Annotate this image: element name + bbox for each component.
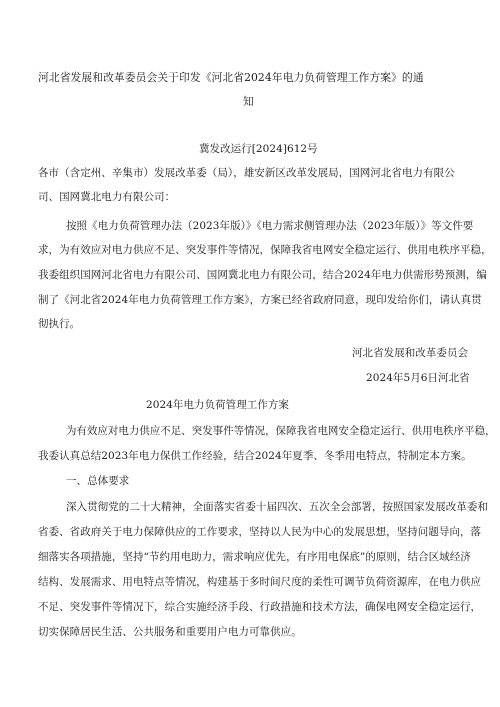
- plan-intro-line-2: 我委认真总结2023年电力保供工作经验，结合2024年夏季、冬季用电特点，特制定本方案。: [38, 450, 472, 462]
- recipients-line-1: 各市（含定州、辛集市）发展改革委（局），雄安新区改革发展局，国网河北省电力有限公: [38, 167, 455, 179]
- section-1-line-2: 省委、省政府关于电力保障供应的工作要求，坚持以人民为中心的发展思想，坚持问题导向，落: [38, 526, 482, 538]
- section-1-line-6: 切实保障居民生活、公共服务和重要用户电力可靠供应。: [38, 626, 302, 638]
- body-line-2: 求，为有效应对电力供应不足、突发事件等情况，保障我省电网安全稳定运行、供用电秩序平稳，: [38, 244, 492, 256]
- signature-date: 2024年5月6日河北省: [366, 372, 470, 384]
- plan-intro-line-1: 为有效应对电力供应不足、突发事件等情况，保障我省电网安全稳定运行、供用电秩序平稳，: [66, 425, 496, 437]
- section-1-line-3: 细落实各项措施，坚持“节约用电助力，需求响应优先，有序用电保底”的原则，结合区域经济: [38, 551, 471, 563]
- section-1-line-4: 结构、发展需求、用电特点等情况，构建基于多时间尺度的柔性可调节负荷资源库，在电力供应: [38, 576, 482, 588]
- body-line-3: 我委组织国网河北省电力有限公司、国网冀北电力有限公司，结合2024年电力供需形势预测，编: [38, 269, 487, 281]
- section-1-line-5: 不足、突发事件等情况下，综合实施经济手段、行政措施和技术方法，确保电网安全稳定运行，: [38, 601, 482, 613]
- plan-title: 2024年电力负荷管理工作方案: [146, 399, 289, 411]
- section-1-heading: 一、总体要求: [66, 475, 130, 487]
- section-1-line-1: 深入贯彻党的二十大精神，全面落实省委十届四次、五次全会部署，按照国家发展改革委和: [66, 501, 488, 513]
- signature-organization: 河北省发展和改革委员会: [352, 347, 469, 359]
- recipients-line-2: 司、国网冀北电力有限公司：: [38, 191, 176, 203]
- body-line-4: 制了《河北省2024年电力负荷管理工作方案》，方案已经省政府同意，现印发给你们，请认真贯: [38, 294, 482, 306]
- title-line-1: 河北省发展和改革委员会关于印发《河北省2024年电力负荷管理工作方案》的通: [38, 71, 424, 84]
- document-number: 冀发改运行[2024]612号: [199, 143, 318, 155]
- title-line-2: 知: [243, 95, 254, 108]
- body-line-5: 彻执行。: [38, 318, 81, 330]
- body-line-1: 按照《电力负荷管理办法（2023年版）》《电力需求侧管理办法（2023年版）》等文件要: [66, 220, 474, 232]
